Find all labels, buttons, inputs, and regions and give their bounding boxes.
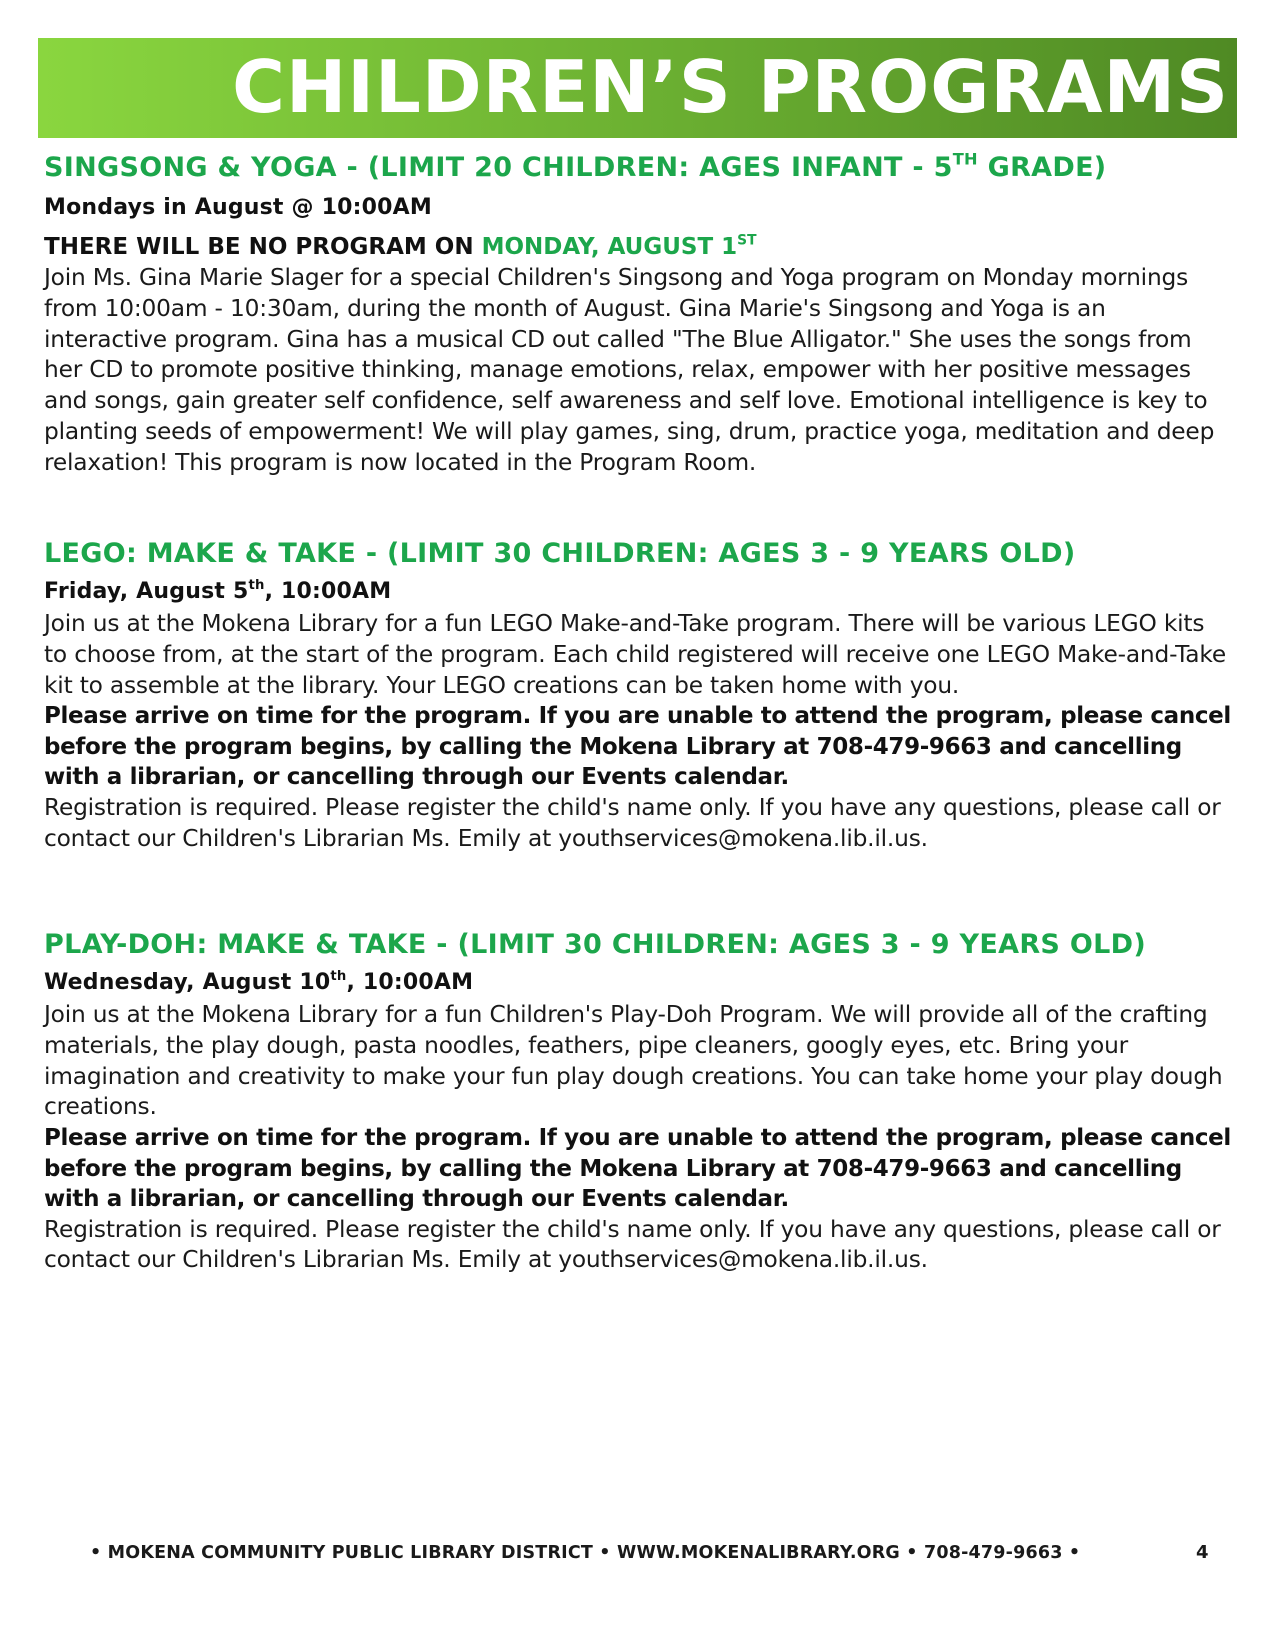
page-title: CHILDREN’S PROGRAMS xyxy=(232,45,1229,129)
program-schedule xyxy=(44,577,1234,607)
program-heading: LEGO: MAKE & TAKE - (LIMIT 30 CHILDREN: AGES 3 - 9 YEARS OLD) xyxy=(44,538,1076,569)
notice-date-text: MONDAY, AUGUST 1 xyxy=(481,234,738,260)
schedule-superscript: th xyxy=(248,577,265,593)
notice-date-superscript: ST xyxy=(737,232,757,249)
attendance-note: Please arrive on time for the program. If you are unable to attend the program, please cancel before the program begins, by calling the Mokena Library at 708-479-9663 and cancelling with a librarian, or cancelling through our Events calendar. xyxy=(44,1125,1231,1213)
schedule-time: , 10:00AM xyxy=(264,579,392,604)
program-heading xyxy=(44,151,1234,185)
program-heading: PLAY-DOH: MAKE & TAKE - (LIMIT 30 CHILDREN: AGES 3 - 9 YEARS OLD) xyxy=(44,929,1146,960)
program-schedule xyxy=(44,968,1234,998)
schedule-text: Friday, August 5 xyxy=(44,579,249,604)
heading-superscript: TH xyxy=(952,149,978,169)
schedule-superscript: th xyxy=(330,968,347,984)
footer-info: • MOKENA COMMUNITY PUBLIC LIBRARY DISTRICT • WWW.MOKENALIBRARY.ORG • 708-479-9663 • xyxy=(90,1543,1081,1563)
page-number: 4 xyxy=(1196,1542,1209,1563)
program-lego xyxy=(44,537,1234,854)
notice-text: THERE WILL BE NO PROGRAM ON xyxy=(44,234,482,260)
header-banner xyxy=(38,38,1237,138)
registration-info: Registration is required. Please register the child's name only. If you have any questions, please call or contact our Children's Librarian Ms. Emily at youthservices@mokena.lib.il.us. xyxy=(44,793,1221,852)
schedule-text: Wednesday, August 10 xyxy=(44,970,331,995)
registration-info: Registration is required. Please register the child's name only. If you have any questions, please call or contact our Children's Librarian Ms. Emily at youthservices@mokena.lib.il.us. xyxy=(44,1215,1221,1274)
program-schedule: Mondays in August @ 10:00AM xyxy=(44,195,432,220)
program-description: Join Ms. Gina Marie Slager for a special Children's Singsong and Yoga program on Monday mornings from 10:00am - 10:30am, during the month of August. Gina Marie's Singsong and Yoga is an interactive program. Gina has a musical CD out called "The Blue Alligator." She uses the songs from her CD to promote positive thinking, manage emotions, relax, empower with her positive messages and songs, gain greater self confidence, self awareness and self love. Emotional intelligence is key to planting seeds of empowerment! We will play games, sing, drum, practice yoga, meditation and deep relaxation! This program is now located in the Program Room. xyxy=(44,264,1215,476)
heading-text-end: GRADE) xyxy=(977,152,1107,183)
program-description: Join us at the Mokena Library for a fun Children's Play-Doh Program. We will provide all of the crafting materials, the play dough, pasta noodles, feathers, pipe cleaners, googly eyes, etc. Bring your imagination and creativity to make your fun play dough creations. You can take home your play dough creations. xyxy=(44,1001,1223,1121)
attendance-note: Please arrive on time for the program. If you are unable to attend the program, please cancel before the program begins, by calling the Mokena Library at 708-479-9663 and cancelling with a librarian, or cancelling through our Events calendar. xyxy=(44,703,1231,791)
no-program-notice xyxy=(44,231,1234,263)
program-description: Join us at the Mokena Library for a fun LEGO Make-and-Take program. There will be various LEGO kits to choose from, at the start of the program. Each child registered will receive one LEGO Make-and-Take kit to assemble at the library. Your LEGO creations can be taken home with you. xyxy=(44,610,1226,699)
program-singsong-yoga xyxy=(44,151,1234,479)
notice-date xyxy=(482,234,757,260)
program-play-doh xyxy=(44,928,1234,1276)
heading-text: SINGSONG & YOGA - (LIMIT 20 CHILDREN: AGES INFANT - 5 xyxy=(44,152,953,183)
schedule-time: , 10:00AM xyxy=(346,970,474,995)
